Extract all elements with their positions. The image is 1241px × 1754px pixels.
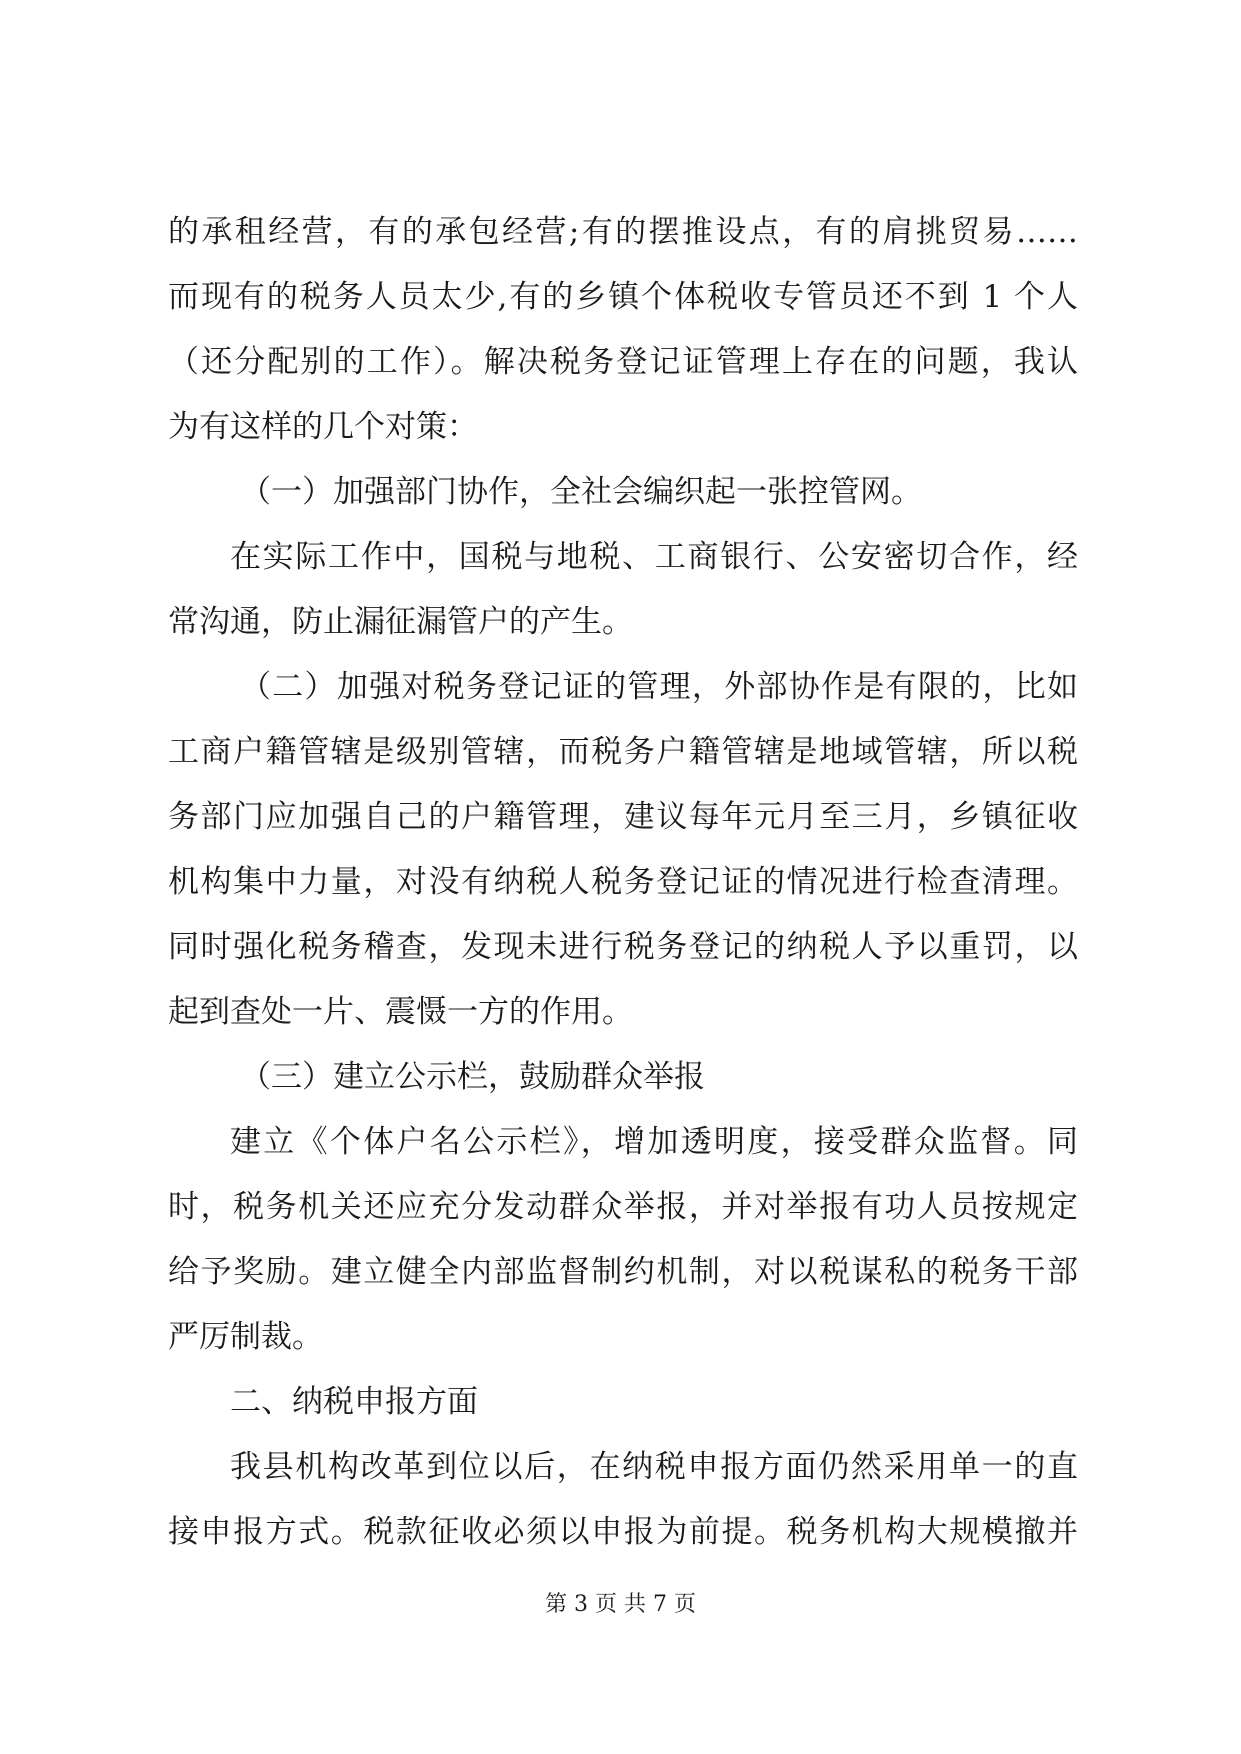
- text-line: 起到查处一片、震慑一方的作用。: [168, 994, 633, 1030]
- text-line: 常沟通，防止漏征漏管户的产生。: [168, 604, 633, 640]
- text-line: 我县机构改革到位以后，在纳税申报方面仍然采用单一的直: [230, 1449, 1078, 1485]
- text-line: 建立《个体户名公示栏》，增加透明度，接受群众监督。同: [230, 1124, 1078, 1160]
- text-line: 严厉制裁。: [168, 1319, 323, 1355]
- text-line: 为有这样的几个对策：: [168, 409, 478, 445]
- text-line: 在实际工作中，国税与地税、工商银行、公安密切合作，经: [230, 539, 1078, 575]
- text-line: 时，税务机关还应充分发动群众举报，并对举报有功人员按规定: [168, 1189, 1078, 1225]
- text-line: 同时强化税务稽查，发现未进行税务登记的纳税人予以重罚，以: [168, 929, 1078, 965]
- document-body: [168, 200, 1078, 1565]
- section-heading: （三）建立公示栏，鼓励群众举报: [240, 1059, 705, 1095]
- text-line: 给予奖励。建立健全内部监督制约机制，对以税谋私的税务干部: [168, 1254, 1078, 1290]
- page-footer: 第 3 页 共 7 页: [545, 1592, 696, 1617]
- text-line: 接申报方式。税款征收必须以申报为前提。税务机构大规模撤并: [168, 1514, 1078, 1550]
- text-line: 的承租经营，有的承包经营;有的摆推设点，有的肩挑贸易……: [168, 214, 1078, 250]
- section-heading: （一）加强部门协作，全社会编织起一张控管网。: [240, 474, 922, 510]
- section-heading: （二）加强对税务登记证的管理，外部协作是有限的，比如: [240, 669, 1078, 705]
- text-line: 而现有的税务人员太少,有的乡镇个体税收专管员还不到 1 个人: [168, 279, 1078, 315]
- text-line: （还分配别的工作）。解决税务登记证管理上存在的问题，我认: [168, 344, 1078, 380]
- text-line: 机构集中力量，对没有纳税人税务登记证的情况进行检查清理。: [168, 864, 1078, 900]
- text-line: 务部门应加强自己的户籍管理，建议每年元月至三月，乡镇征收: [168, 799, 1078, 835]
- text-line: 工商户籍管辖是级别管辖，而税务户籍管辖是地域管辖，所以税: [168, 734, 1078, 770]
- section-heading: 二、纳税申报方面: [230, 1384, 478, 1420]
